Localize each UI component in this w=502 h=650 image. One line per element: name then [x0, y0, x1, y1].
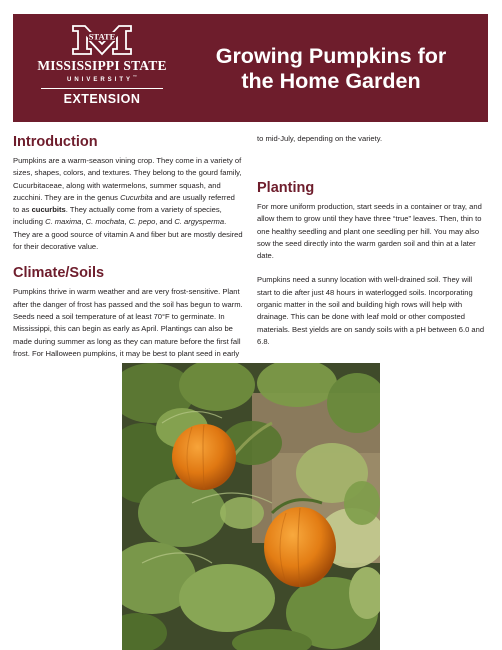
intro-text-c: . They actually come from a variety of species, including [13, 205, 222, 227]
intro-species-1: C. maxima [45, 217, 82, 227]
title-line-1: Growing Pumpkins for [215, 44, 447, 68]
intro-text-b: and are usually referred to as [13, 192, 235, 215]
planting-heading: Planting [257, 180, 315, 196]
title-line-2: the Home Garden [241, 69, 421, 93]
page-title [185, 44, 477, 94]
intro-species-4: C. argysperma [174, 217, 225, 227]
introduction-heading: Introduction [13, 134, 98, 150]
logo-msu-name: MISSISSIPPI STATE [37, 58, 167, 73]
left-column [13, 133, 243, 360]
intro-sep-1: , [81, 217, 86, 227]
planting-paragraph-2: Pumpkins need a sunny location with well-drained soil. They will start to die after just 48 hours in waterlogged soils. Incorporating organic matter in the soil and building high rows will help with drainage. This can be done with leaf mold or other composted materials. Best yields are on sandy soils with a pH between 6.0 and 6.8. [257, 275, 485, 346]
intro-cucurbits: cucurbits [31, 205, 66, 215]
intro-genus: Cucurbita [120, 192, 153, 202]
planting-paragraph-1: For more uniform production, start seeds in a container or tray, and allow them to grow until they have three “true” leaves. Then, thin to one healthy seedling and plant one seedling per hill. You may also sow the seed directly into the warm garden soil and thin at a later date. [257, 202, 482, 261]
msu-m-logo-icon [71, 22, 133, 58]
intro-species-3: C. pepo [128, 217, 156, 227]
logo-divider [41, 88, 163, 89]
logo-university: UNIVERSITY [66, 77, 133, 83]
logo-state-word: STATE [88, 31, 116, 42]
climate-soils-heading: Climate/Soils [13, 265, 105, 282]
header-banner [13, 14, 488, 122]
climate-paragraph-continued [257, 133, 487, 170]
pumpkin-photo-illustration [122, 363, 380, 650]
logo-trademark: ™ [133, 74, 137, 79]
pumpkin-large [264, 507, 336, 587]
climate-paragraph: Pumpkins thrive in warm weather and are very frost-sensitive. Plant after the danger of frost has passed and the soil has begun to warm. Seeds need a soil temperature of at least 70°F to germinate. In Mississippi, this can begin as early as April. Plantings can also be made during summer as long as they can mature before the first fall frost. For Halloween pumpkins, it may be best to plant seed in early [13, 287, 243, 358]
msu-extension-logo [33, 22, 171, 114]
climate-paragraph-flow: to mid-July, depending on the variety. [257, 133, 383, 143]
intro-text-a: Pumpkins are a warm-season vining crop. They come in a variety of sizes, shapes, colors, and textures. They belong to the gourd family, Cucurbitaceae, along with watermelons, summer squash, and zucchini. They are in the genus [13, 156, 242, 202]
logo-extension: EXTENSION [63, 92, 141, 106]
introduction-paragraph [13, 155, 243, 253]
intro-sep-2: , [124, 217, 129, 227]
intro-sep-3: , and [155, 217, 175, 227]
intro-text-d: . They are a good source of vitamin A and fiber but are mostly desired for their decorative value. [13, 217, 243, 252]
right-column [257, 133, 487, 348]
intro-species-2: C. mochata [85, 217, 125, 227]
pumpkin-patch-photo [122, 363, 380, 650]
